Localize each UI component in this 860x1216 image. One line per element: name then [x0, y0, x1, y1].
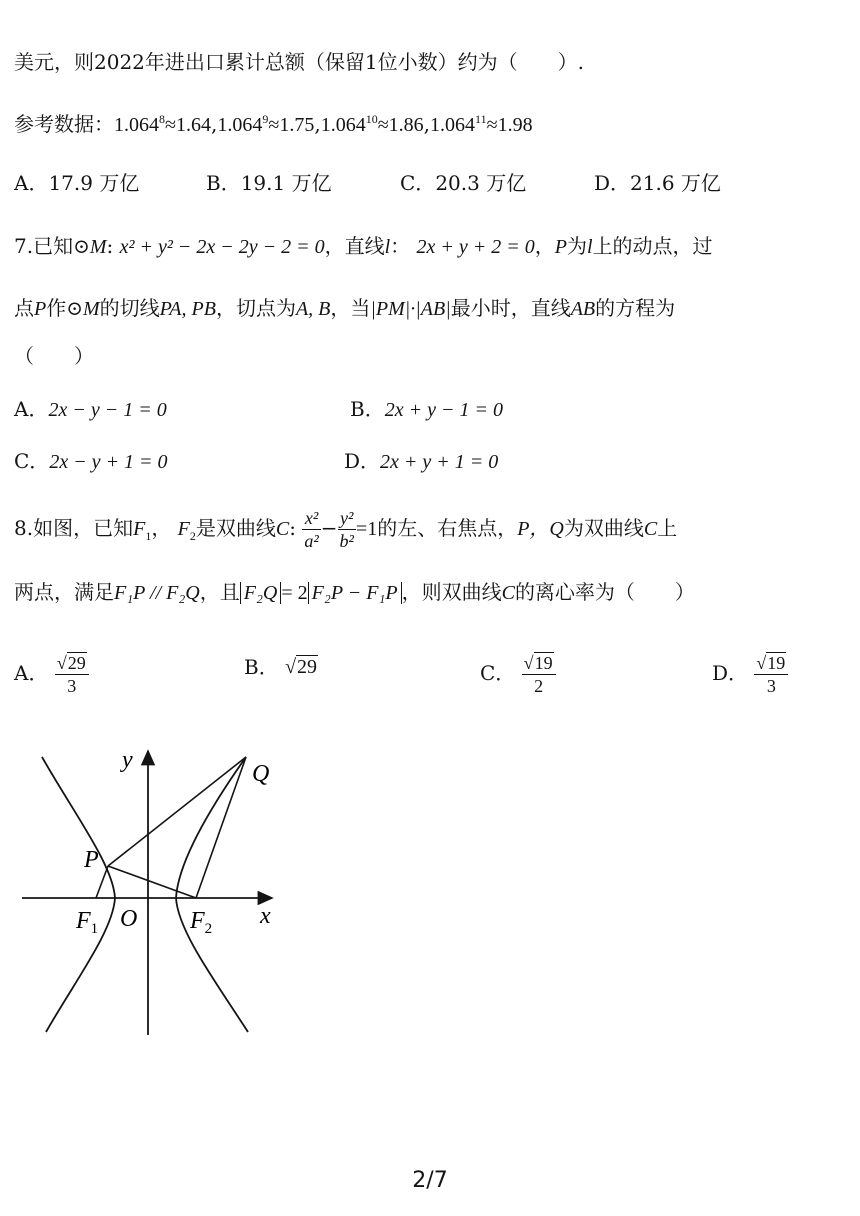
q6-option-d[interactable]: D．21.6 万亿: [594, 171, 721, 195]
segment-p-f2: [108, 866, 196, 898]
q6-continuation: [14, 47, 584, 77]
q7-line-equation: 2x + y + 2 = 0: [416, 236, 535, 258]
q8-stem-line-2: 两点，满足F₁P // F₂Q，且 F₂Q = 2 F₂P − F₁P ，则双曲线C的离心率为（ ）: [14, 580, 695, 604]
reference-data: 参考数据：$1.064^8\approx 1.64,1.064^9\approx 1.75,1.064^{10}\approx 1.86,1.064^{11}\approx 1.98$: [14, 112, 533, 136]
page-number: 2/7: [412, 1168, 448, 1193]
ref-item-1: $1.064^8\approx 1.64$: [114, 112, 211, 136]
label-origin: O: [120, 906, 138, 932]
ref-item-3: $1.064^{10}\approx 1.86$: [320, 112, 424, 136]
q8-option-b[interactable]: B． √29: [244, 655, 318, 679]
label-q: Q: [252, 761, 270, 787]
q8-stem-line-1: 8.如图，已知$F_1$， $F_2$是双曲线C: $\frac{\text{x²}}{\text{a²}}$ − $\frac{\text{y²}}{\text{b²}}$ =1的左、右焦点，P，Q为双曲线C上: [14, 508, 678, 551]
reference-data-label: 参考数据：: [14, 112, 114, 136]
q6-option-a[interactable]: A．17.9 万亿: [14, 171, 140, 195]
label-y: y: [122, 747, 133, 773]
q7-option-b[interactable]: B．2x + y − 1 = 0: [350, 397, 503, 421]
q7-option-d[interactable]: D．2x + y + 1 = 0: [344, 449, 499, 473]
q8-option-c[interactable]: C． $\frac{√19}{2}$: [480, 652, 556, 697]
q8-fraction-y: $\frac{\text{y²}}{\text{b²}}$: [339, 508, 354, 551]
label-f2: $F_2$: [190, 908, 213, 937]
hyperbola-left-branch: [42, 757, 115, 1032]
label-x: x: [260, 903, 271, 929]
q6-option-c[interactable]: C．20.3 万亿: [400, 171, 527, 195]
q7-option-a[interactable]: A．2x − y − 1 = 0: [14, 397, 167, 421]
segment-f2-q: [196, 757, 246, 898]
q8-fraction-x: $\frac{\text{x²}}{\text{a²}}$: [304, 508, 319, 551]
hyperbola-figure: [0, 735, 300, 1045]
q8-option-d[interactable]: D． $\frac{√19}{3}$: [712, 652, 788, 697]
q6-option-b[interactable]: B．19.1 万亿: [206, 171, 332, 195]
q6-continuation-text: 美元，则2022年进出口累计总额（保留1位小数）约为（ ）.: [14, 50, 584, 74]
q7-circle-equation: x² + y² − 2x − 2y − 2 = 0: [119, 236, 325, 258]
segment-p-q: [108, 757, 246, 866]
q8-option-a[interactable]: A． $\frac{√29}{3}$: [14, 652, 89, 697]
ref-item-4: $1.064^{11}\approx 1.98$: [430, 112, 533, 136]
ref-item-2: $1.064^9\approx 1.75$: [217, 112, 315, 136]
q7-stem-line-1: 7.已知⊙M: x² + y² − 2x − 2y − 2 = 0，直线l： 2x + y + 2 = 0，P为l上的动点，过: [14, 234, 713, 258]
label-p: P: [84, 847, 99, 873]
q7-stem-line-2: 点P作⊙M的切线PA, PB，切点为A, B，当|PM|·|AB|最小时，直线AB的方程为: [14, 296, 676, 320]
q7-option-c[interactable]: C．2x − y + 1 = 0: [14, 449, 168, 473]
q7-answer-paren: （ ）: [14, 344, 94, 368]
label-f1: $F_1$: [76, 908, 99, 937]
